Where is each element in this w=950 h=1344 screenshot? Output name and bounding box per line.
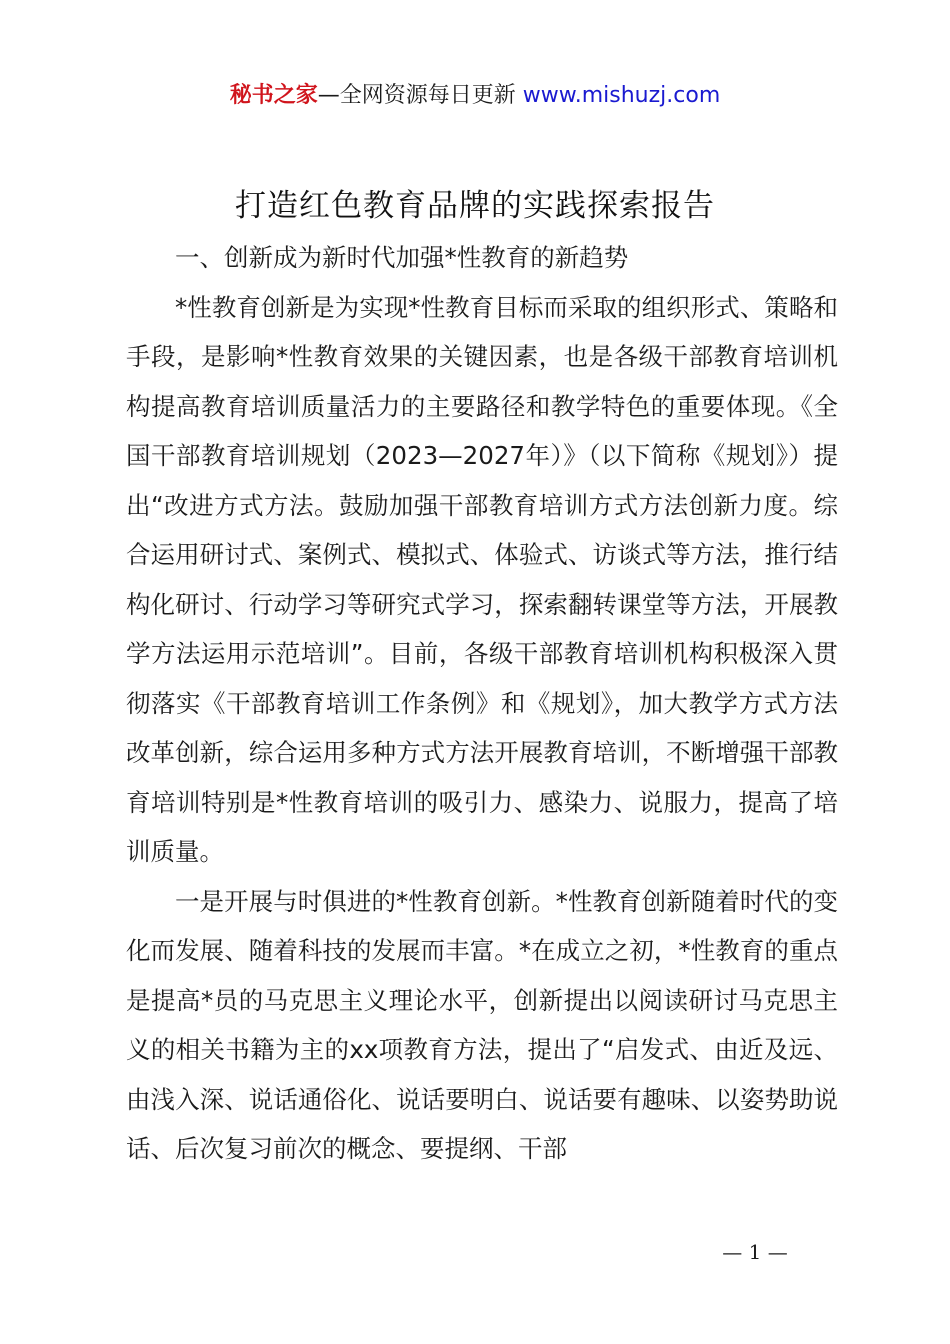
site-header [0,80,950,112]
body-paragraph: 一是开展与时俱进的*性教育创新。*性教育创新随着时代的变化而发展、随着科技的发展而丰富。*在成立之初，*性教育的重点是提高*员的马克思主义理论水平，创新提出以阅读研讨马克思主义的相关书籍为主的xx项教育方法，提出了“启发式、由近及远、由浅入深、说话通俗化、说话要明白、说话要有趣味、以姿势助说话、后次复习前次的概念、要提纲、干部 [126,886,838,1163]
brand-name: 秘书之家 [229,83,318,108]
header-tagline: —全网资源每日更新 [317,83,516,108]
document-body [126,233,838,1174]
page-number: — 1 — [722,1240,788,1264]
section-heading: 一、创新成为新时代加强*性教育的新趋势 [175,243,629,272]
site-url-link[interactable]: www.mishuzj.com [522,83,721,108]
body-paragraph: *性教育创新是为实现*性教育目标而采取的组织形式、策略和手段，是影响*性教育效果的关键因素，也是各级干部教育培训机构提高教育培训质量活力的主要路径和教学特色的重要体现。《全国干部教育培训规划（2023—2027年）》（以下简称《规划》）提出“改进方式方法。鼓励加强干部教育培训方式方法创新力度。综合运用研讨式、案例式、模拟式、体验式、访谈式等方法，推行结构化研讨、行动学习等研究式学习，探索翻转课堂等方法，开展教学方法运用示范培训”。目前，各级干部教育培训机构积极深入贯彻落实《干部教育培训工作条例》和《规划》，加大教学方式方法改革创新，综合运用多种方式方法开展教育培训，不断增强干部教育培训特别是*性教育培训的吸引力、感染力、说服力，提高了培训质量。 [126,292,838,866]
document-title: 打造红色教育品牌的实践探索报告 [235,188,715,224]
